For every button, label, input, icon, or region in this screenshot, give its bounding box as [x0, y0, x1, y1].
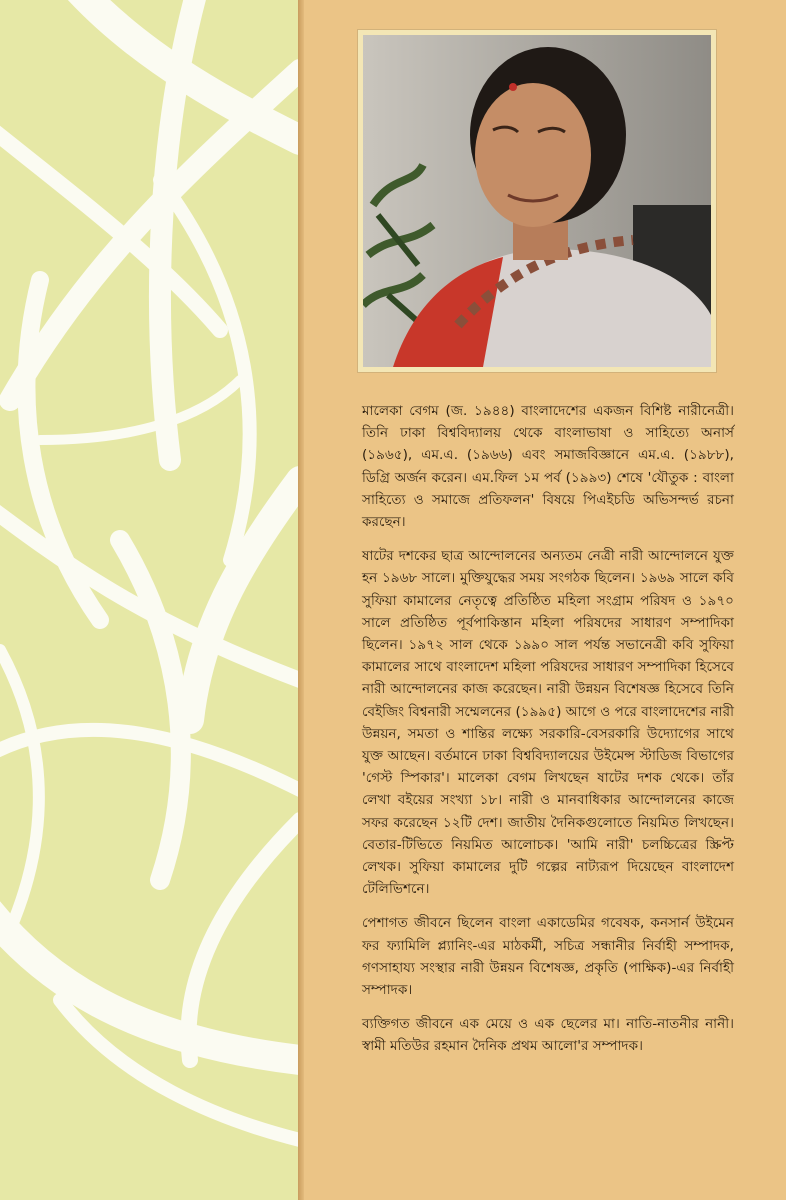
bio-paragraph-personal: ব্যক্তিগত জীবনে এক মেয়ে ও এক ছেলের মা। নাতি-নাতনীর নানী। স্বামী মতিউর রহমান দৈনিক প্রথম আলো'র সম্পাদক। [362, 1016, 734, 1055]
bio-paragraph-activism: ষাটের দশকের ছাত্র আন্দোলনের অন্যতম নেত্রী নারী আন্দোলনে যুক্ত হন ১৯৬৮ সালে। মুক্তিযুদ্ধের সময় সংগঠক ছিলেন। ১৯৬৯ সালে কবি সুফিয়া কামালের নেতৃত্বে প্রতিষ্ঠিত মহিলা সংগ্রাম পরিষদ ও ১৯৭০ সালে প্রতিষ্ঠিত পূর্বপাকিস্তান মহিলা পরিষদের সাধারণ সম্পাদিকা ছিলেন। ১৯৭২ সাল থেকে ১৯৯০ সাল পর্যন্ত সভানেত্রী কবি সুফিয়া কামালের সাথে বাংলাদেশ মহিলা পরিষদের সাধারণ সম্পাদিকা হিসেবে নারী আন্দোলনের কাজ করেছেন। নারী উন্নয়ন বিশেষজ্ঞ হিসেবে তিনি বেইজিং বিশ্বনারী সম্মেলনের (১৯৯৫) আগে ও পরে বাংলাদেশের নারী উন্নয়ন, সমতা ও শান্তির লক্ষ্যে সরকারি-বেসরকারি উদ্যোগের সাথে যুক্ত আছেন। বর্তমানে ঢাকা বিশ্ববিদ্যালয়ের উইমেন্স স্টাডিজ বিভাগের 'গেস্ট স্পিকার'। মালেকা বেগম লিখছেন ষাটের দশক থেকে। তাঁর লেখা বইয়ের সংখ্যা ১৮। নারী ও মানবাধিকার আন্দোলনের কাজে সফর করেছেন ১২টি দেশ। জাতীয় দৈনিকগুলোতে নিয়মিত লিখছেন। বেতার-টিভিতে নিয়মিত আলোচক। 'আমি নারী' চলচ্চিত্রের স্ক্রিপ্ট লেখক। সুফিয়া কামালের দুটি গল্পের নাট্যরূপ দিয়েছেন বাংলাদেশ টেলিভিশনে। [362, 548, 734, 898]
author-photo [358, 30, 716, 372]
author-biography [362, 400, 734, 1070]
cover-spine-edge [298, 0, 304, 1200]
bio-paragraph-education: মালেকা বেগম (জ. ১৯৪৪) বাংলাদেশের একজন বিশিষ্ট নারীনেত্রী। তিনি ঢাকা বিশ্ববিদ্যালয় থেকে বাংলাভাষা ও সাহিত্যে অনার্স (১৯৬৫), এম.এ. (১৯৬৬) এবং সমাজবিজ্ঞানে এম.এ. (১৯৮৮), ডিগ্রি অর্জন করেন। এম.ফিল ১ম পর্ব (১৯৯৩) শেষে 'যৌতুক : বাংলা সাহিত্যে ও সমাজে প্রতিফলন' বিষয়ে পিএইচডি অভিসন্দর্ভ রচনা করছেন। [362, 403, 734, 531]
bio-paragraph-career: পেশাগত জীবনে ছিলেন বাংলা একাডেমির গবেষক, কনসার্ন উইমেন ফর ফ্যামিলি প্ল্যানিং-এর মাঠকর্মী, সচিত্র সন্ধানীর নির্বাহী সম্পাদক, গণসাহায্য সংস্থার নারী উন্নয়ন বিশেষজ্ঞ, প্রকৃতি (পাক্ষিক)-এর নির্বাহী সম্পাদক। [362, 915, 734, 999]
white-swirl-pattern [0, 0, 298, 1200]
decorative-cover-panel [0, 0, 298, 1200]
author-portrait-icon [363, 35, 711, 367]
